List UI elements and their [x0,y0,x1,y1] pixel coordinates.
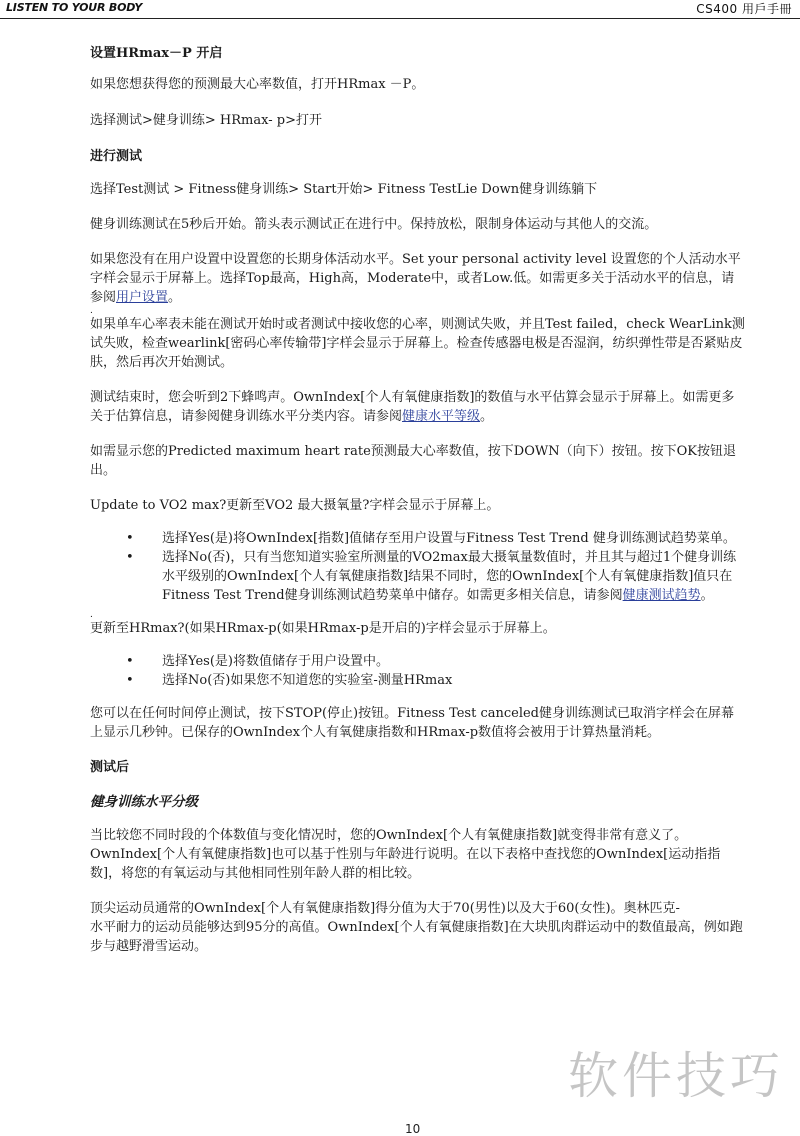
paragraph: 选择测试>健身训练> HRmax- p>打开 [90,113,322,128]
list-item-end: 。 [700,588,714,603]
paragraph [90,388,745,426]
paragraph: 如果您想获得您的预测最大心率数值，打开HRmax －P。 [90,77,425,92]
dot-marker: . [90,306,93,316]
bullet-mark: • [126,550,134,565]
section-title-run-test: 进行测试 [90,149,143,164]
list-item-text: 选择No(否)，只有当您知道实验室所测量的VO2max最大摄氧量数值时，并且其与超过1个健身训练水平级别的OwnIndex[个人有氧健康指数]结果不同时，您的OwnIndex[个人有氧健康指数]值只在Fitness Test Trend健身训练测试趋势菜单中储存。如需更多相关信息，请参阅 [162,550,737,603]
section-title-after-test: 测试后 [90,760,130,775]
subsection-title-fitness-level: 健身训练水平分级 [90,794,198,810]
list-item [90,548,745,605]
link-user-settings[interactable]: 用户设置 [116,290,169,305]
list-item-text: 选择No(否)如果您不知道您的实验室-测量HRmax [162,673,453,688]
link-fitness-test-trend[interactable]: 健康测试趋势 [622,588,701,603]
paragraph-end: 。 [480,409,494,424]
page-number: 10 [405,1122,421,1136]
bullet-mark: • [126,673,134,688]
manual-title: CS400 用戶手冊 [696,2,792,16]
list-item [90,529,745,548]
paragraph: 如果单车心率表未能在测试开始时或者测试中接收您的心率，则测试失败，并且Test failed，check WearLink测试失败，检查wearlink[密码心率传输带]字样会显示于屏幕上。检查传感器电极是否湿润，纺织弹性带是否紧贴皮肤，然后再次开始测试。 [90,317,745,370]
paragraph: 您可以在任何时间停止测试，按下STOP(停止)按钮。Fitness Test canceled健身训练测试已取消字样会在屏幕上显示几秒钟。已保存的OwnIndex个人有氧健康指数和HRmax-p数值将会被用于计算热量消耗。 [90,706,735,740]
section-title-hrmax: 设置HRmax－P 开启 [90,46,223,61]
list-item [90,671,745,690]
bullet-mark: • [126,531,134,546]
header-divider [0,18,800,19]
page-header [0,0,800,20]
paragraph: 如需显示您的Predicted maximum heart rate预测最大心率数值，按下DOWN（向下）按钮。按下OK按钮退出。 [90,444,736,478]
list-item-text: 选择Yes(是)将数值储存于用户设置中。 [162,654,389,669]
paragraph-end: 。 [168,290,182,305]
paragraph: 更新至HRmax?(如果HRmax-p(如果HRmax-p是开启的)字样会显示于屏幕上。 [90,621,556,636]
watermark: 软件技巧 [568,1047,784,1105]
list-item [90,652,745,671]
paragraph: 健身训练测试在5秒后开始。箭头表示测试正在进行中。保持放松，限制身体运动与其他人的交流。 [90,217,658,232]
paragraph-text: 测试结束时，您会听到2下蜂鸣声。OwnIndex[个人有氧健康指数]的数值与水平估算会显示于屏幕上。如需更多关于估算信息，请参阅健身训练水平分类内容。请参阅 [90,390,735,424]
paragraph: Update to VO2 max?更新至VO2 最大摄氧量?字样会显示于屏幕上。 [90,498,500,513]
paragraph: 顶尖运动员通常的OwnIndex[个人有氧健康指数]得分值为大于70(男性)以及大于60(女性)。奥林匹克- [90,901,680,916]
paragraph: 水平耐力的运动员能够达到95分的高值。OwnIndex[个人有氧健康指数]在大块肌肉群运动中的数值最高，例如跑步与越野滑雪运动。 [90,920,743,954]
bullet-list [90,529,745,605]
document-body [90,44,745,956]
bullet-mark: • [126,654,134,669]
paragraph: 当比较您不同时段的个体数值与变化情况时，您的OwnIndex[个人有氧健康指数]就变得非常有意义了。OwnIndex[个人有氧健康指数]也可以基于性别与年龄进行说明。在以下表格中查找您的OwnIndex[运动指指数]，将您的有氧运动与其他相同性别年龄人群的相比较。 [90,828,721,881]
paragraph: 选择Test测试 > Fitness健身训练> Start开始> Fitness TestLie Down健身训练躺下 [90,182,598,197]
paragraph [90,250,745,307]
paragraph-text: 如果您没有在用户设置中设置您的长期身体活动水平。Set your personal activity level 设置您的个人活动水平字样会显示于屏幕上。选择Top最高，High高，Moderate中，或者Low.低。如需更多关于活动水平的信息，请参阅 [90,252,741,305]
bullet-list [90,652,745,690]
list-item-text: 选择Yes(是)将OwnIndex[指数]值储存至用户设置与Fitness Test Trend 健身训练测试趋势菜单。 [162,531,736,546]
dot-marker: . [90,610,93,620]
brand-slogan: LISTEN TO YOUR BODY [6,1,143,14]
link-fitness-level[interactable]: 健康水平等级 [402,409,481,424]
